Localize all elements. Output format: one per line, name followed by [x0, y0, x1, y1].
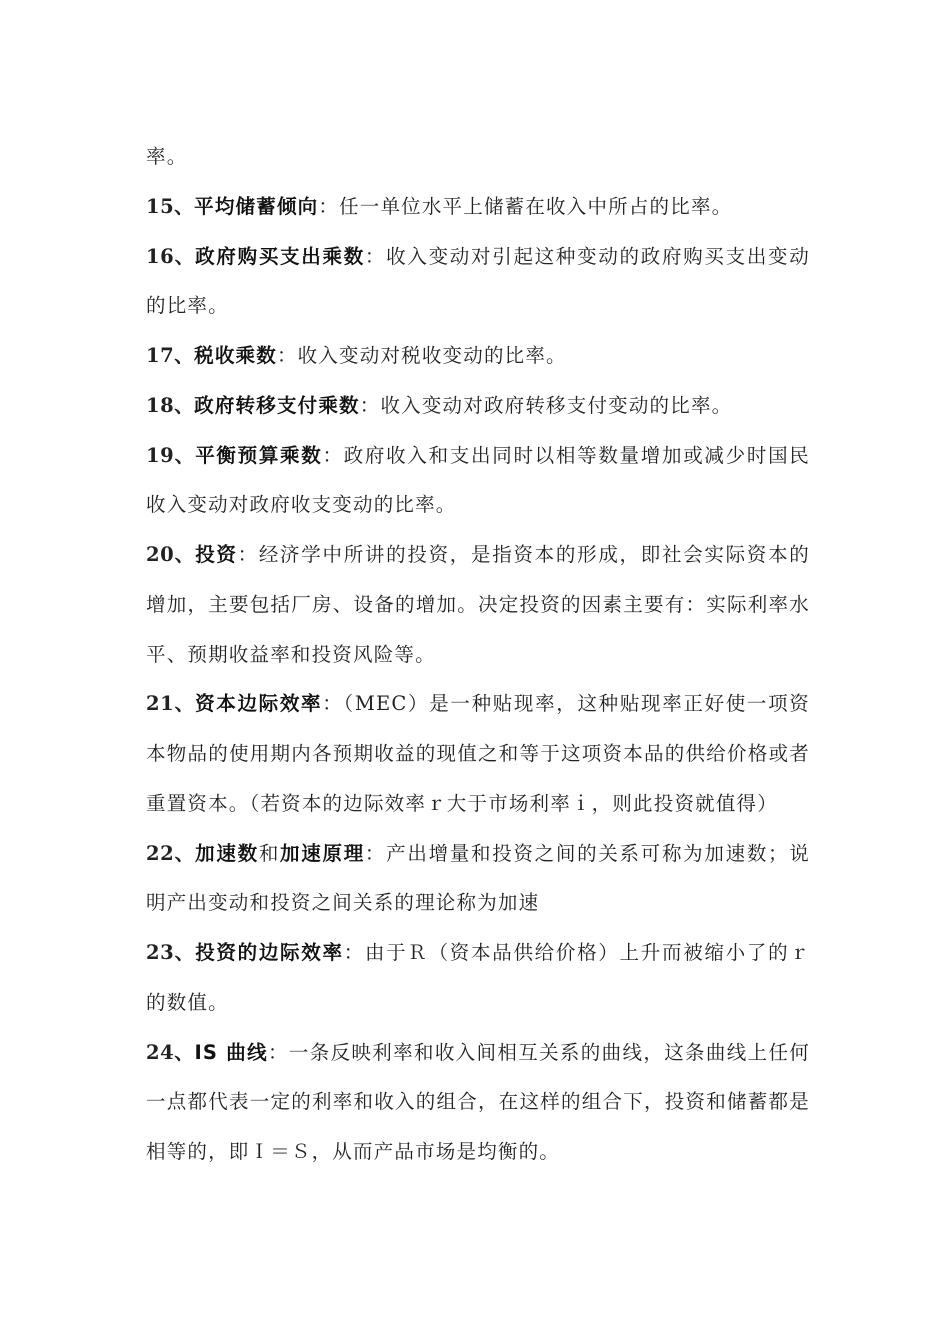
entry-term: 平均储蓄倾向	[194, 194, 319, 218]
entry-definition: 经济学中所讲的投资，是指资本的形成，即社会实际资本的增加，主要包括厂房、设备的增加。决定投资的因素主要有：实际利率水平、预期收益率和投资风险等。	[146, 543, 810, 666]
entry-number: 24、	[146, 1040, 195, 1064]
entry-separator: ：	[322, 443, 344, 467]
entry-term: 加速数	[195, 841, 259, 865]
entry-number: 15、	[146, 194, 195, 218]
entry-separator: ：	[268, 1040, 289, 1064]
glossary-content	[146, 132, 810, 1177]
entry-number: 22、	[146, 841, 196, 865]
entry-separator: ：	[359, 393, 381, 417]
entry-term: 投资的边际效率	[195, 941, 344, 964]
entry-conjunction: 和	[258, 841, 281, 865]
entry-22	[146, 829, 810, 929]
entry-separator: ：	[318, 194, 340, 218]
entry-24	[146, 1028, 810, 1177]
entry-definition: 收入变动对引起这种变动的政府购买支出变动的比率。	[146, 244, 810, 318]
entry-number: 19、	[146, 443, 196, 467]
continuation-text: 率。	[146, 145, 188, 168]
entry-separator: ：	[364, 244, 387, 268]
entry-number: 20、	[146, 543, 196, 566]
entry-definition: 收入变动对政府转移支付变动的比率。	[380, 393, 733, 417]
entry-term: IS 曲线	[194, 1040, 268, 1064]
entry-term: 政府购买支出乘数	[195, 244, 365, 268]
entry-18	[146, 381, 810, 431]
entry-term: 资本边际效率	[195, 692, 323, 716]
entry-term: 政府转移支付乘数	[194, 393, 360, 417]
entry-separator: ：	[322, 692, 344, 716]
entry-separator: ：	[276, 344, 298, 367]
entry-definition: 产出增量和投资之间的关系可称为加速数；说明产出变动和投资之间关系的理论称为加速	[146, 841, 810, 915]
entry-23	[146, 928, 810, 1028]
entry-definition: （MEC）是一种贴现率，这种贴现率正好使一项资本物品的使用期内各预期收益的现值之和等于这项资本品的供给价格或者重置资本。（若资本的边际效率ｒ大于市场利率ｉ，则此投资就值得）	[146, 692, 810, 815]
entry-15	[146, 182, 810, 232]
entry-definition: 收入变动对税收变动的比率。	[297, 344, 567, 367]
entry-number: 17、	[146, 344, 195, 367]
entry-number: 21、	[146, 692, 196, 716]
entry-number: 23、	[146, 941, 196, 964]
entry-16	[146, 232, 810, 332]
entry-number: 16、	[146, 244, 196, 268]
entry-term: 平衡预算乘数	[195, 443, 323, 467]
entry-19	[146, 431, 810, 531]
entry-17	[146, 331, 810, 381]
entry-21	[146, 679, 810, 828]
entry-separator: ：	[237, 543, 259, 566]
entry-20	[146, 530, 810, 679]
entry-definition: 一条反映利率和收入间相互关系的曲线，这条曲线上任何一点都代表一定的利率和收入的组合，在这样的组合下，投资和储蓄都是相等的，即Ｉ＝Ｓ，从而产品市场是均衡的。	[146, 1040, 810, 1163]
entry-definition: 由于Ｒ（资本品供给价格）上升而被缩小了的ｒ的数值。	[146, 941, 811, 1014]
entry-term: 投资	[195, 543, 238, 566]
entry-term-second: 加速原理	[280, 841, 365, 865]
entry-separator: ：	[343, 941, 365, 964]
entry-definition: 政府收入和支出同时以相等数量增加或减少时国民收入变动对政府收支变动的比率。	[146, 443, 811, 517]
entry-term: 税收乘数	[194, 344, 277, 367]
entry-definition: 任一单位水平上储蓄在收入中所占的比率。	[339, 194, 733, 218]
entry-number: 18、	[146, 393, 195, 417]
entry-separator: ：	[364, 841, 387, 865]
continuation-line	[146, 132, 810, 182]
